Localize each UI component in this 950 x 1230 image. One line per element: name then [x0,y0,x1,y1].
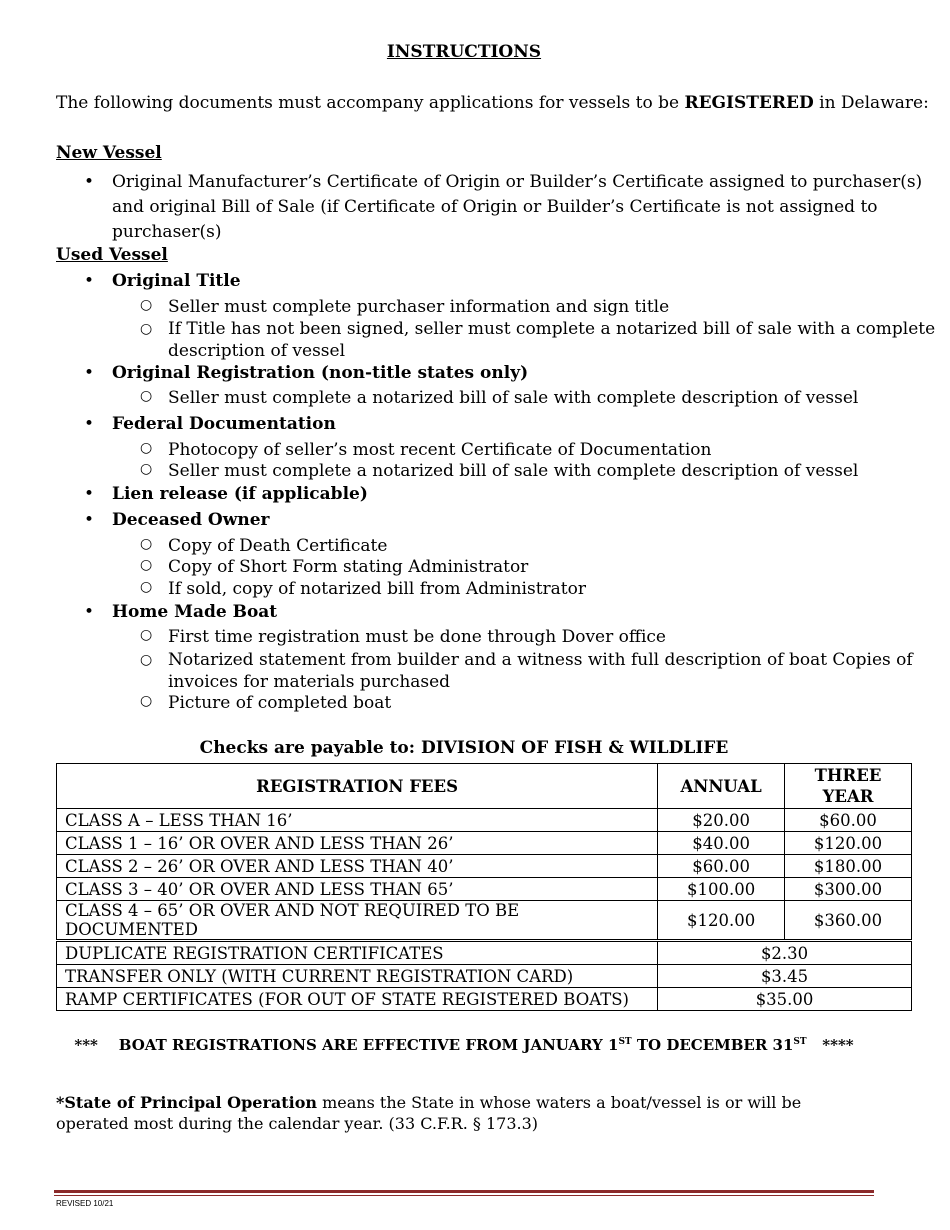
circle-bullet-icon: ○ [140,627,153,643]
row-annual: $100.00 [658,878,785,901]
header-annual: ANNUAL [658,764,785,809]
row-three-year: $300.00 [785,878,912,901]
new-vessel-line: and original Bill of Sale (if Certificate of Origin or Builder’s Certificate is not assigned to [112,197,878,217]
effective-middle: TO DECEMBER 31 [631,1036,794,1054]
row-label: CLASS 3 – 40’ OR OVER AND LESS THAN 65’ [57,878,658,901]
row-label: RAMP CERTIFICATES (FOR OUT OF STATE REGISTERED BOATS) [57,988,658,1011]
deceased-owner-label: Deceased Owner [112,510,270,530]
row-label: CLASS 1 – 16’ OR OVER AND LESS THAN 26’ [57,832,658,855]
row-label: CLASS A – LESS THAN 16’ [57,809,658,832]
fees-table [56,763,912,1011]
row-annual: $20.00 [658,809,785,832]
row-annual: $60.00 [658,855,785,878]
sub-item-text: First time registration must be done through Dover office [168,627,666,647]
fees-header-row [57,764,912,809]
intro-emphasis: REGISTERED [684,93,814,113]
intro-text [56,93,929,113]
bullet-icon: • [84,484,95,504]
sub-item-text: If sold, copy of notarized bill from Administrator [168,579,586,599]
row-three-year: $360.00 [785,901,912,941]
sub-item-text: Seller must complete a notarized bill of sale with complete description of vessel [168,461,859,481]
footnote-term: *State of Principal Operation [56,1093,318,1112]
header-year: YEAR [822,787,874,806]
sub-item-text: Picture of completed boat [168,693,392,713]
table-row [57,941,912,965]
footnote [56,1092,856,1134]
circle-bullet-icon: ○ [140,297,153,313]
row-annual: $40.00 [658,832,785,855]
circle-bullet-icon: ○ [140,321,153,337]
header-fees: REGISTRATION FEES [57,764,658,809]
table-row [57,855,912,878]
table-row [57,878,912,901]
circle-bullet-icon: ○ [140,652,153,668]
row-three-year: $180.00 [785,855,912,878]
footnote-text: means the State in whose waters a boat/vessel is or will be operated most during the calendar year. (33 C.F.R. § 173.3) [56,1093,802,1133]
sub-item-line: Notarized statement from builder and a witness with full description of boat Copies of [168,650,913,670]
footer-rule-thin [54,1195,874,1196]
intro-after: in Delaware: [813,93,929,113]
sub-item-text: Copy of Short Form stating Administrator [168,557,529,577]
circle-bullet-icon: ○ [140,579,153,595]
sub-item-line: description of vessel [168,341,346,361]
sub-item-text [168,318,935,362]
circle-bullet-icon: ○ [140,461,153,477]
used-vessel-heading: Used Vessel [56,245,168,265]
sub-item-text: Photocopy of seller’s most recent Certificate of Documentation [168,440,712,460]
checks-payable: Checks are payable to: DIVISION OF FISH & WILDLIFE [199,738,729,758]
circle-bullet-icon: ○ [140,693,153,709]
row-label: TRANSFER ONLY (WITH CURRENT REGISTRATION CARD) [57,965,658,988]
row-label: CLASS 4 – 65’ OR OVER AND NOT REQUIRED TO BE DOCUMENTED [57,901,658,941]
header-three-year [785,764,912,809]
table-row [57,809,912,832]
header-three: THREE [814,766,882,785]
new-vessel-text [112,170,922,245]
circle-bullet-icon: ○ [140,536,153,552]
row-label: CLASS 2 – 26’ OR OVER AND LESS THAN 40’ [57,855,658,878]
effective-prefix: *** BOAT REGISTRATIONS ARE EFFECTIVE FROM JANUARY 1 [74,1036,619,1054]
circle-bullet-icon: ○ [140,388,153,404]
row-fee: $2.30 [658,941,912,965]
new-vessel-heading: New Vessel [56,143,162,163]
bullet-icon: • [84,510,95,530]
page-title: INSTRUCTIONS [386,42,542,62]
bullet-icon: • [84,172,95,192]
sub-item-line: invoices for materials purchased [168,672,451,692]
table-row [57,965,912,988]
row-fee: $35.00 [658,988,912,1011]
new-vessel-line: purchaser(s) [112,222,222,242]
effective-sup: ST [618,1037,632,1047]
row-annual: $120.00 [658,901,785,941]
bullet-icon: • [84,363,95,383]
effective-suffix: **** [806,1036,854,1054]
federal-documentation-label: Federal Documentation [112,414,336,434]
circle-bullet-icon: ○ [140,440,153,456]
table-row [57,988,912,1011]
sub-item-line: If Title has not been signed, seller must complete a notarized bill of sale with a complete [168,319,936,339]
effective-sup: ST [793,1037,807,1047]
bullet-icon: • [84,414,95,434]
sub-item-text [168,649,913,693]
row-fee: $3.45 [658,965,912,988]
new-vessel-line: Original Manufacturer’s Certificate of Origin or Builder’s Certificate assigned to purchaser(s) [112,172,923,192]
row-three-year: $120.00 [785,832,912,855]
sub-item-text: Seller must complete a notarized bill of sale with complete description of vessel [168,388,859,408]
bullet-icon: • [84,271,95,291]
bullet-icon: • [84,602,95,622]
effective-dates-notice [56,1036,872,1054]
original-title-label: Original Title [112,271,241,291]
lien-release-label: Lien release (if applicable) [112,484,368,504]
intro-before: The following documents must accompany applications for vessels to be [56,93,685,113]
sub-item-text: Copy of Death Certificate [168,536,388,556]
home-made-boat-label: Home Made Boat [112,602,278,622]
circle-bullet-icon: ○ [140,557,153,573]
sub-item-text: Seller must complete purchaser information and sign title [168,297,670,317]
table-row [57,832,912,855]
original-registration-label: Original Registration (non-title states only) [112,363,529,383]
footer-rule [54,1190,874,1193]
row-three-year: $60.00 [785,809,912,832]
row-label: DUPLICATE REGISTRATION CERTIFICATES [57,941,658,965]
table-row [57,901,912,941]
revised-date: REVISED 10/21 [56,1199,114,1208]
